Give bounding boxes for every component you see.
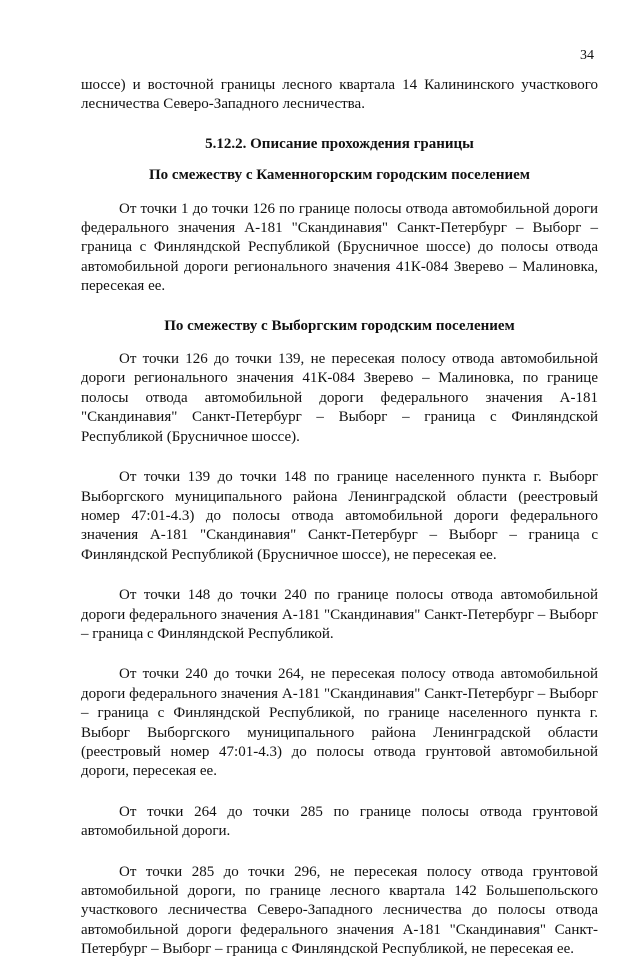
paragraph: От точки 240 до точки 264, не пересекая полосу отвода автомобильной дороги федерального значения А-181 "Скандинавия" Санкт-Петербург – Выборг – граница с Финляндской Республикой, по границе населенного пункта г. Выборг Выборгского муниципального района Ленинградской области (реестровый номер 47:01-4.3) до полосы отвода грунтовой автомобильной дороги, пересекая ее. <box>81 666 598 780</box>
paragraph: От точки 126 до точки 139, не пересекая полосу отвода автомобильной дороги регионального значения 41К-084 Зверево – Малиновка, по границе полосы отвода автомобильной дороги федерального значения А-181 "Скандинавия" Санкт-Петербург – Выборг – граница с Финляндской Республикой (Брусничное шоссе). <box>81 351 598 445</box>
page-content <box>81 76 598 960</box>
intro-paragraph: шоссе) и восточной границы лесного квартала 14 Калининского участкового лесничества Северо-Западного лесничества. <box>81 77 598 113</box>
section-heading: 5.12.2. Описание прохождения границы <box>205 135 474 152</box>
paragraph: От точки 1 до точки 126 по границе полосы отвода автомобильной дороги федерального значения А-181 "Скандинавия" Санкт-Петербург – Выборг – граница с Финляндской Республикой (Брусничное шоссе) до полосы отвода автомобильной дороги регионального значения 41К-084 Зверево – Малиновка, пересекая ее. <box>81 200 598 295</box>
paragraph: От точки 139 до точки 148 по границе населенного пункта г. Выборг Выборгского муниципального района Ленинградской области (реестровый номер 47:01-4.3) до полосы отвода автомобильной дороги федерального значения А-181 "Скандинавия" Санкт-Петербург – Выборг – граница с Финляндской Республикой (Брусничное шоссе), не пересекая ее. <box>81 469 598 563</box>
paragraph: От точки 148 до точки 240 по границе полосы отвода автомобильной дороги федерального значения А-181 "Скандинавия" Санкт-Петербург – Выборг – граница с Финляндской Республикой. <box>81 587 598 642</box>
paragraph: От точки 285 до точки 296, не пересекая полосу отвода грунтовой автомобильной дороги, по границе лесного квартала 142 Большепольского участкового лесничества Северо-Западного лесничества до полосы отвода автомобильной дороги федерального значения А-181 "Скандинавия" Санкт-Петербург – Выборг – граница с Финляндской Республикой, не пересекая ее. <box>81 863 598 958</box>
subsection-heading-kamennogorsk: По смежеству с Каменногорским городским поселением <box>149 167 530 184</box>
subsection-heading-vyborg: По смежеству с Выборгским городским поселением <box>164 317 515 334</box>
paragraph: От точки 264 до точки 285 по границе полосы отвода грунтовой автомобильной дороги. <box>81 803 598 840</box>
page-number: 34 <box>580 48 594 63</box>
